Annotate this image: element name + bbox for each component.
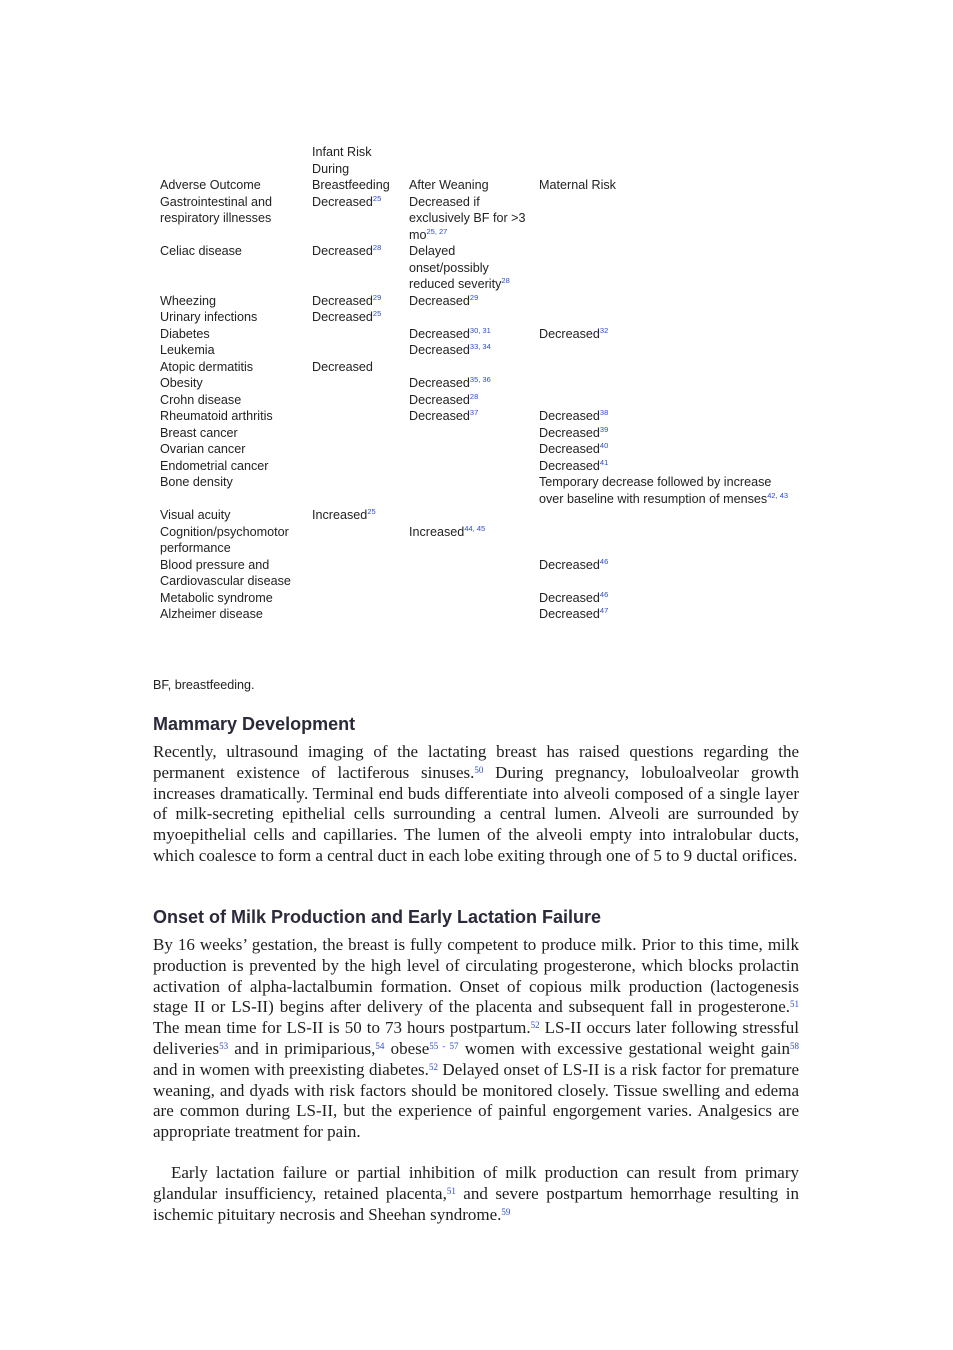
citation-link[interactable]: 55 - 57 [429, 1040, 459, 1051]
cell-after-weaning [405, 524, 535, 557]
citation-link[interactable]: 25, 27 [426, 226, 448, 236]
table-row [156, 606, 801, 623]
cell-maternal-risk [535, 425, 801, 442]
cell-text: Celiac disease [160, 244, 242, 258]
cell-after-weaning [405, 590, 535, 607]
citation-link[interactable]: 28 [469, 391, 479, 401]
cell-after-weaning [405, 326, 535, 343]
cell-outcome [156, 194, 308, 244]
cell-maternal-risk [535, 392, 801, 409]
cell-outcome [156, 293, 308, 310]
cell-text: Decreased [312, 194, 373, 209]
cell-outcome [156, 458, 308, 475]
table-row [156, 326, 801, 343]
cell-maternal-risk [535, 474, 801, 507]
text-run: and in women with preexisting diabetes. [153, 1059, 429, 1079]
cell-text: Obesity [160, 376, 203, 390]
cell-infant-risk [308, 458, 405, 475]
cell-text: Urinary infections [160, 310, 258, 324]
citation-link[interactable]: 39 [599, 424, 609, 434]
cell-text: Crohn disease [160, 392, 242, 407]
cell-text: Decreased if exclusively BF for >3 mo [409, 194, 526, 242]
cell-text: Decreased [312, 244, 373, 258]
cell-infant-risk [308, 375, 405, 392]
cell-outcome [156, 557, 308, 590]
cell-outcome [156, 342, 308, 359]
table-row [156, 524, 801, 557]
table-footnote: BF, breastfeeding. [153, 678, 255, 692]
table-row [156, 375, 801, 392]
cell-text: Metabolic syndrome [160, 590, 273, 605]
cell-after-weaning [405, 359, 535, 376]
cell-infant-risk [308, 309, 405, 326]
cell-maternal-risk [535, 375, 801, 392]
table-row [156, 392, 801, 409]
cell-text: Decreased [539, 458, 600, 473]
cell-text: Atopic dermatitis [160, 359, 254, 374]
cell-after-weaning [405, 293, 535, 310]
text-run: Recently, ultrasound imaging of the lactating breast has raised questions regarding the permanent existence of lactiferous sinuses. [153, 742, 799, 782]
cell-infant-risk [308, 425, 405, 442]
header-infant-risk: Infant Risk During Breastfeeding [312, 145, 390, 192]
cell-infant-risk [308, 474, 405, 507]
cell-outcome [156, 375, 308, 392]
citation-link[interactable]: 28 [372, 243, 382, 252]
citation-link[interactable]: 25 [372, 193, 382, 203]
citation-link[interactable]: 33, 34 [469, 342, 491, 351]
citation-link[interactable]: 46 [599, 556, 609, 566]
cell-outcome [156, 359, 308, 376]
header-adverse-outcome: Adverse Outcome [160, 178, 261, 192]
cell-maternal-risk [535, 359, 801, 376]
paragraph-onset-milk-production [153, 935, 799, 1143]
cell-maternal-risk [535, 326, 801, 343]
cell-infant-risk [308, 342, 405, 359]
cell-outcome [156, 606, 308, 623]
cell-text: Ovarian cancer [160, 442, 246, 456]
cell-outcome [156, 392, 308, 409]
citation-link[interactable]: 47 [599, 606, 609, 615]
cell-after-weaning [405, 309, 535, 326]
cell-maternal-risk [535, 342, 801, 359]
cell-text: Decreased [539, 590, 600, 605]
text-run: By 16 weeks’ gestation, the breast is fully competent to produce milk. Prior to this time, milk production is prevented by the high level of circulating progesterone, which blocks prolactin activation of alpha-lactalbumin formation. Onset of copious milk production (lactogenesis stage II or LS-II) begins after delivery of the placenta and subsequent fall in progesterone. [153, 935, 799, 1017]
citation-link[interactable]: 29 [372, 292, 382, 302]
cell-maternal-risk [535, 524, 801, 557]
citation-link[interactable]: 53 [219, 1040, 229, 1051]
citation-link[interactable]: 35, 36 [469, 375, 491, 384]
citation-link[interactable]: 25 [372, 309, 382, 318]
cell-after-weaning [405, 458, 535, 475]
table-row [156, 590, 801, 607]
citation-link[interactable]: 52 [428, 1061, 438, 1072]
cell-text: Diabetes [160, 326, 210, 341]
cell-infant-risk [308, 590, 405, 607]
table-row [156, 441, 801, 458]
cell-text: Increased [312, 508, 368, 522]
section-heading-mammary: Mammary Development [153, 714, 356, 734]
cell-after-weaning [405, 194, 535, 244]
cell-after-weaning [405, 606, 535, 623]
cell-infant-risk [308, 243, 405, 293]
cell-maternal-risk [535, 243, 801, 293]
citation-link[interactable]: 38 [599, 408, 609, 417]
text-run: and in primiparious, [228, 1038, 376, 1058]
cell-text: Wheezing [160, 293, 217, 308]
cell-text: Visual acuity [160, 508, 231, 522]
cell-text: Decreased [539, 409, 600, 423]
table-row [156, 243, 801, 293]
cell-outcome [156, 524, 308, 557]
cell-after-weaning [405, 392, 535, 409]
cell-maternal-risk [535, 408, 801, 425]
cell-after-weaning [405, 342, 535, 359]
header-after-weaning: After Weaning [409, 178, 489, 192]
cell-text: Decreased [539, 425, 600, 440]
table-row [156, 425, 801, 442]
header-maternal-risk: Maternal Risk [539, 178, 616, 192]
cell-text: Decreased [409, 409, 470, 423]
cell-text: Decreased [312, 359, 373, 374]
table-row [156, 293, 801, 310]
citation-link[interactable]: 58 [790, 1040, 799, 1051]
cell-text: Decreased [539, 326, 600, 341]
text-run: and severe postpartum hemorrhage resulting in ischemic pituitary necrosis and Sheehan syndrome. [153, 1183, 799, 1224]
citation-link[interactable]: 30, 31 [469, 325, 491, 335]
cell-infant-risk [308, 441, 405, 458]
table-row [156, 309, 801, 326]
cell-outcome [156, 590, 308, 607]
citation-link[interactable]: 51 [790, 999, 799, 1010]
cell-outcome [156, 441, 308, 458]
cell-text: Decreased [539, 607, 600, 621]
citation-link[interactable]: 50 [474, 764, 484, 775]
citation-link[interactable]: 37 [469, 408, 479, 417]
paragraph-early-lactation-failure [153, 1163, 799, 1225]
cell-infant-risk [308, 392, 405, 409]
table-row [156, 359, 801, 376]
cell-text: Delayed onset/possibly reduced severity [409, 244, 502, 291]
cell-infant-risk [308, 194, 405, 244]
cell-maternal-risk [535, 441, 801, 458]
cell-after-weaning [405, 243, 535, 293]
citation-link[interactable]: 25 [367, 507, 376, 516]
section-heading-onset: Onset of Milk Production and Early Lactation Failure [153, 907, 602, 927]
cell-maternal-risk [535, 309, 801, 326]
cell-infant-risk [308, 359, 405, 376]
cell-text: Decreased [312, 310, 373, 324]
citation-link[interactable]: 52 [530, 1020, 540, 1031]
cell-infant-risk [308, 557, 405, 590]
cell-infant-risk [308, 507, 405, 524]
citation-link[interactable]: 40 [599, 441, 609, 450]
cell-text: Increased [409, 524, 465, 539]
cell-maternal-risk [535, 606, 801, 623]
cell-infant-risk [308, 326, 405, 343]
cell-maternal-risk [535, 590, 801, 607]
cell-infant-risk [308, 606, 405, 623]
cell-after-weaning [405, 375, 535, 392]
cell-maternal-risk [535, 557, 801, 590]
table-row [156, 474, 801, 507]
table-row [156, 557, 801, 590]
cell-text: Decreased [409, 392, 470, 407]
cell-after-weaning [405, 425, 535, 442]
table-row [156, 408, 801, 425]
cell-outcome [156, 326, 308, 343]
cell-text: Temporary decrease followed by increase over baseline with resumption of menses [539, 475, 772, 506]
cell-text: Decreased [409, 293, 470, 308]
cell-after-weaning [405, 408, 535, 425]
cell-maternal-risk [535, 458, 801, 475]
citation-link[interactable]: 44, 45 [464, 523, 486, 533]
cell-outcome [156, 243, 308, 293]
cell-text: Bone density [160, 475, 233, 489]
citation-link[interactable]: 54 [375, 1040, 385, 1051]
cell-after-weaning [405, 474, 535, 507]
citation-link[interactable]: 32 [599, 325, 609, 335]
text-run: obese [384, 1038, 430, 1058]
cell-outcome [156, 408, 308, 425]
cell-after-weaning [405, 507, 535, 524]
text-run: During pregnancy, lobuloalveolar growth increases dramatically. Terminal end buds differentiate into alveoli composed of a single layer of milk-secreting epithelial cells surrounding a central lumen. Alveoli are surrounded by myoepithelial cells and capillaries. The lumen of the alveoli empty into intralobular ducts, which coalesce to form a central duct in each lobe exiting through one of 5 to 9 ductal orifices. [153, 762, 799, 865]
cell-after-weaning [405, 441, 535, 458]
cell-infant-risk [308, 524, 405, 557]
cell-text: Cognition/psychomotor performance [160, 524, 289, 555]
cell-text: Decreased [409, 376, 470, 390]
citation-link[interactable]: 28 [501, 276, 510, 285]
cell-text: Breast cancer [160, 425, 238, 440]
cell-maternal-risk [535, 293, 801, 310]
table-header-row [156, 144, 801, 194]
text-run: The mean time for LS-II is 50 to 73 hours postpartum. [153, 1018, 531, 1038]
text-run: Delayed onset of LS-II is a risk factor for premature weaning, and dyads with risk factors should be monitored closely. Tissue swelling and edema are common during LS-II, but the experience of painful engorgement varies. Analgesics are appropriate treatment for pain. [153, 1059, 799, 1142]
cell-maternal-risk [535, 194, 801, 244]
cell-after-weaning [405, 557, 535, 590]
cell-text: Decreased [539, 442, 600, 456]
cell-outcome [156, 474, 308, 507]
table-row [156, 342, 801, 359]
paragraph-mammary-development [153, 742, 799, 867]
cell-text: Gastrointestinal and respiratory illnesses [160, 194, 273, 225]
table-row [156, 507, 801, 524]
cell-outcome [156, 309, 308, 326]
citation-link[interactable]: 29 [469, 292, 479, 302]
cell-text: Blood pressure and Cardiovascular disease [160, 557, 291, 588]
cell-text: Rheumatoid arthritis [160, 409, 273, 423]
citation-link[interactable]: 59 [501, 1206, 511, 1217]
text-run: Early lactation failure or partial inhibition of milk production can result from primary glandular insufficiency, retained placenta, [153, 1163, 799, 1203]
cell-text: Decreased [539, 557, 600, 572]
citation-link[interactable]: 51 [446, 1185, 456, 1196]
table-row [156, 194, 801, 244]
cell-text: Decreased [312, 293, 373, 308]
cell-outcome [156, 425, 308, 442]
cell-text: Decreased [409, 326, 470, 341]
cell-outcome [156, 507, 308, 524]
cell-infant-risk [308, 293, 405, 310]
cell-text: Leukemia [160, 343, 215, 357]
citation-link[interactable]: 46 [599, 589, 609, 599]
text-run: women with excessive gestational weight gain [458, 1038, 790, 1058]
cell-text: Decreased [409, 343, 470, 357]
table-row [156, 458, 801, 475]
cell-infant-risk [308, 408, 405, 425]
text-run: LS-II occurs later following stressful deliveries [153, 1018, 799, 1058]
citation-link[interactable]: 41 [599, 457, 609, 467]
citation-link[interactable]: 42, 43 [767, 490, 789, 500]
cell-maternal-risk [535, 507, 801, 524]
risk-table [156, 144, 801, 623]
cell-text: Endometrial cancer [160, 458, 269, 473]
table-body [156, 194, 801, 623]
cell-text: Alzheimer disease [160, 607, 263, 621]
